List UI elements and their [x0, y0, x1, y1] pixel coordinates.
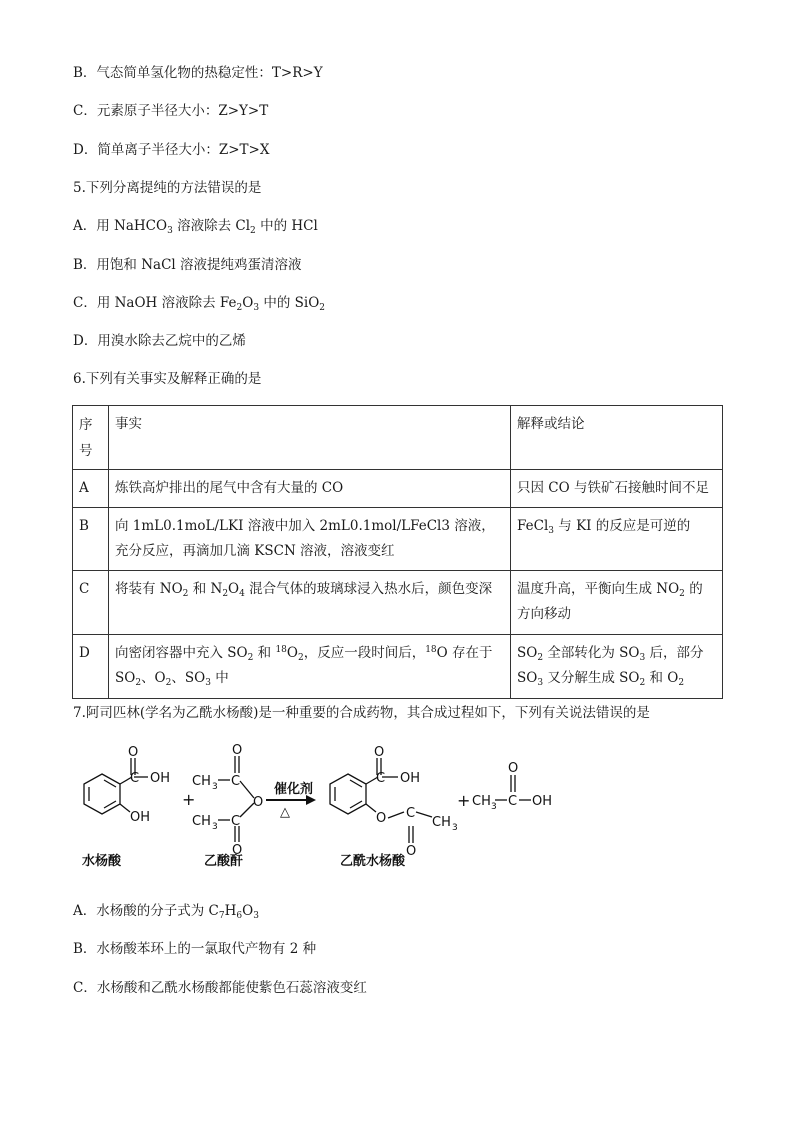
header-explain: 解释或结论 — [511, 406, 723, 470]
aspirin-label: 乙酰水杨酸 — [340, 854, 406, 869]
svg-text:CH: CH — [472, 794, 491, 809]
row-d-explain: $SO_2$ 全部转化为 $SO_3$ 后，部分 $SO_3$ 又分解生成 $SO_2$ 和 $O_2$ — [511, 635, 723, 699]
compound-labels — [82, 853, 406, 869]
svg-text:CH: CH — [192, 814, 211, 829]
salicylic-acid-label: 水杨酸 — [82, 854, 122, 869]
svg-text:OH: OH — [532, 794, 553, 809]
q7-option-a: A．水杨酸的分子式为 $C_7H_6O_3$ — [73, 903, 259, 921]
row-c-fact: 将装有 $NO_2$ 和 $N_2O_4$ 混合气体的玻璃球浸入热水后，颜色变深 — [109, 571, 511, 635]
svg-text:O: O — [253, 795, 264, 810]
q6-stem: 6.下列有关事实及解释正确的是 — [73, 371, 262, 387]
table-row — [73, 470, 723, 508]
svg-text:O: O — [374, 745, 385, 760]
q4-option-d: D．简单离子半径大小：Z>T>X — [73, 142, 270, 158]
svg-text:O: O — [376, 811, 387, 826]
q5-option-c: C．用 NaOH 溶液除去 $Fe_2O_3$ 中的 SiO$_2$ — [73, 295, 326, 313]
q7-stem: 7.阿司匹林(学名为乙酰水杨酸)是一种重要的合成药物，其合成过程如下，下列有关说法错误的是 — [73, 705, 650, 721]
svg-text:O: O — [232, 843, 243, 858]
row-b-explain: FeCl$_3$ 与 KI 的反应是可逆的 — [511, 508, 723, 571]
svg-text:O: O — [128, 745, 139, 760]
row-c-explain: 温度升高，平衡向生成 $NO_2$ 的方向移动 — [511, 571, 723, 635]
row-b-no: B — [73, 508, 109, 571]
table-row — [73, 635, 723, 699]
table-header-row — [73, 406, 723, 470]
row-a-explain: 只因 CO 与铁矿石接触时间不足 — [511, 470, 723, 508]
table-row — [73, 508, 723, 571]
svg-text:O: O — [232, 743, 243, 758]
row-c-no: C — [73, 571, 109, 635]
svg-text:3: 3 — [452, 823, 458, 833]
header-no: 序号 — [73, 406, 109, 470]
q5-stem: 5.下列分离提纯的方法错误的是 — [73, 180, 262, 196]
svg-text:C: C — [376, 771, 386, 786]
svg-text:CH: CH — [192, 774, 211, 789]
row-a-no: A — [73, 470, 109, 508]
table-row — [73, 571, 723, 635]
q6-table — [72, 405, 723, 699]
q4-option-b: B．气态简单氢化物的热稳定性：T>R>Y — [73, 65, 323, 81]
row-d-no: D — [73, 635, 109, 699]
svg-text:OH: OH — [400, 771, 421, 786]
row-d-fact: 向密闭容器中充入 $SO_2$ 和 $^{18}O_2$，反应一段时间后，$^{18}$O 存在于 $SO_2$、$O_2$、$SO_3$ 中 — [109, 635, 511, 699]
svg-text:O: O — [406, 844, 417, 859]
svg-text:催化剂: 催化剂 — [274, 782, 314, 797]
row-b-fact: 向 1mL0.1moL/LKI 溶液中加入 2mL0.1mol/LFeCl3 溶液，充分反应，再滴加几滴 KSCN 溶液，溶液变红 — [109, 508, 511, 571]
svg-text:C: C — [231, 774, 241, 789]
svg-text:O: O — [508, 761, 519, 776]
svg-text:+: + — [182, 790, 196, 809]
q7-option-b: B．水杨酸苯环上的一氯取代产物有 2 种 — [73, 941, 317, 957]
svg-text:C: C — [130, 771, 140, 786]
svg-text:3: 3 — [212, 822, 218, 832]
svg-text:+: + — [457, 791, 471, 810]
svg-text:OH: OH — [130, 810, 151, 825]
acetic-anhydride-label: 乙酸酐 — [204, 854, 244, 869]
svg-text:C: C — [508, 794, 518, 809]
reaction-scheme — [70, 740, 570, 875]
q4-option-c: C．元素原子半径大小：Z>Y>T — [73, 103, 269, 119]
header-fact: 事实 — [109, 406, 511, 470]
row-a-fact: 炼铁高炉排出的尾气中含有大量的 CO — [109, 470, 511, 508]
svg-text:3: 3 — [212, 782, 218, 792]
svg-text:C: C — [406, 806, 416, 821]
q5-option-b: B．用饱和 NaCl 溶液提纯鸡蛋清溶液 — [73, 257, 302, 273]
svg-text:OH: OH — [150, 771, 171, 786]
svg-text:CH: CH — [432, 815, 451, 830]
q5-option-a: A．用 NaHCO$_3$ 溶液除去 $Cl_2$ 中的 HCl — [73, 218, 318, 236]
svg-text:△: △ — [280, 805, 290, 820]
q5-option-d: D．用溴水除去乙烷中的乙烯 — [73, 333, 246, 349]
q7-option-c: C．水杨酸和乙酰水杨酸都能使紫色石蕊溶液变红 — [73, 980, 367, 996]
reaction-atom-labels — [128, 743, 552, 859]
svg-text:3: 3 — [491, 802, 497, 812]
svg-text:C: C — [231, 814, 241, 829]
